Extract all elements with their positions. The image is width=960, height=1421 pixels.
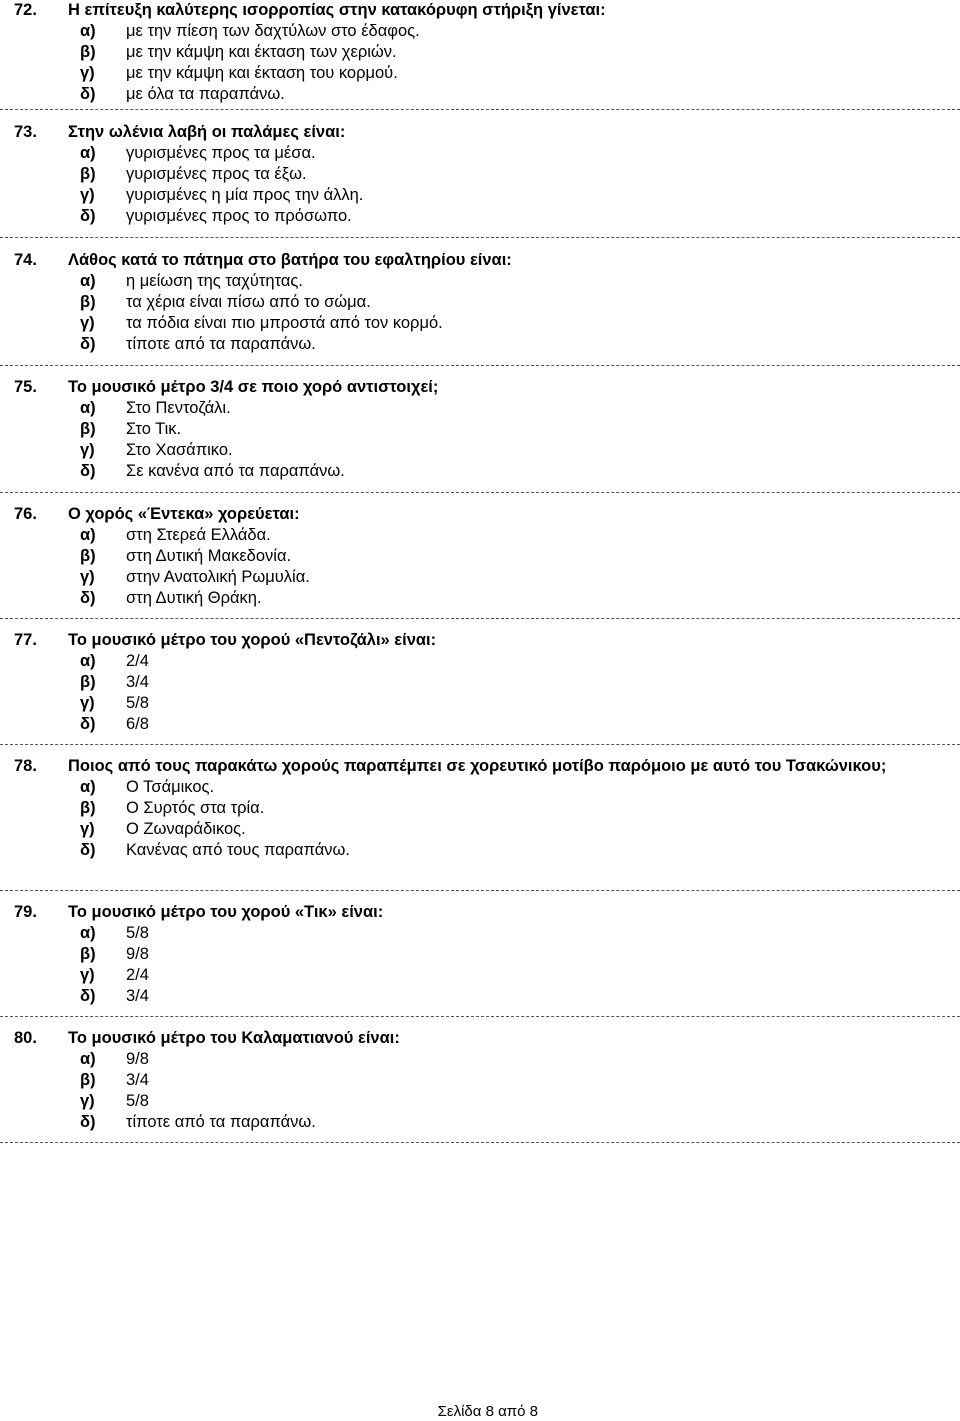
option-b	[0, 1070, 960, 1091]
page-footer	[0, 1403, 960, 1421]
option-letter: β)	[80, 1071, 96, 1089]
option-c	[0, 63, 960, 84]
option-text: 3/4	[126, 673, 149, 691]
option-letter: γ)	[80, 568, 95, 586]
option-text: 3/4	[126, 987, 149, 1005]
option-c	[0, 1091, 960, 1112]
option-c	[0, 693, 960, 714]
question-number: 78.	[14, 757, 37, 775]
option-letter: α)	[80, 1050, 96, 1068]
option-b	[0, 292, 960, 313]
option-text: τα χέρια είναι πίσω από το σώμα.	[126, 293, 371, 311]
option-a	[0, 143, 960, 164]
option-letter: γ)	[80, 820, 95, 838]
option-a	[0, 923, 960, 944]
option-text: με την πίεση των δαχτύλων στο έδαφος.	[126, 22, 420, 40]
option-letter: γ)	[80, 441, 95, 459]
option-text: 6/8	[126, 715, 149, 733]
option-a	[0, 21, 960, 42]
option-letter: γ)	[80, 314, 95, 332]
page-number-label: Σελίδα 8 από 8	[437, 1403, 538, 1420]
question-number: 74.	[14, 251, 37, 269]
option-d	[0, 1112, 960, 1133]
option-a	[0, 525, 960, 546]
question-text: Το μουσικό μέτρο του Καλαματιανού είναι:	[68, 1029, 400, 1047]
option-text: Σε κανένα από τα παραπάνω.	[126, 462, 345, 480]
option-c	[0, 185, 960, 206]
question-80	[0, 1017, 960, 1143]
option-text: με όλα τα παραπάνω.	[126, 85, 285, 103]
option-d	[0, 334, 960, 355]
option-d	[0, 461, 960, 482]
option-letter: β)	[80, 420, 96, 438]
option-c	[0, 313, 960, 334]
question-76	[0, 493, 960, 619]
question-number: 77.	[14, 631, 37, 649]
option-letter: α)	[80, 144, 96, 162]
option-letter: δ)	[80, 462, 96, 480]
option-c	[0, 567, 960, 588]
option-d	[0, 84, 960, 105]
option-b	[0, 672, 960, 693]
option-text: με την κάμψη και έκταση του κορμού.	[126, 64, 398, 82]
option-c	[0, 819, 960, 840]
option-text: 9/8	[126, 1050, 149, 1068]
option-letter: δ)	[80, 85, 96, 103]
option-a	[0, 651, 960, 672]
option-b	[0, 944, 960, 965]
question-number: 73.	[14, 123, 37, 141]
option-letter: β)	[80, 799, 96, 817]
option-text: 3/4	[126, 1071, 149, 1089]
option-letter: α)	[80, 652, 96, 670]
option-text: Στο Χασάπικο.	[126, 441, 233, 459]
option-letter: γ)	[80, 966, 95, 984]
question-number: 72.	[14, 1, 37, 19]
option-letter: β)	[80, 43, 96, 61]
option-text: τίποτε από τα παραπάνω.	[126, 335, 316, 353]
option-text: 2/4	[126, 652, 149, 670]
option-letter: α)	[80, 399, 96, 417]
option-text: Στο Πεντοζάλι.	[126, 399, 231, 417]
option-text: γυρισμένες προς τα μέσα.	[126, 144, 316, 162]
option-letter: α)	[80, 924, 96, 942]
option-text: η μείωση της ταχύτητας.	[126, 272, 303, 290]
option-c	[0, 440, 960, 461]
option-a	[0, 271, 960, 292]
option-d	[0, 206, 960, 227]
question-text: Το μουσικό μέτρο του χορού «Τικ» είναι:	[68, 903, 384, 921]
option-text: Κανένας από τους παραπάνω.	[126, 841, 350, 859]
option-letter: δ)	[80, 715, 96, 733]
question-text: Λάθος κατά το πάτημα στο βατήρα του εφαλτηρίου είναι:	[68, 251, 512, 269]
option-text: με την κάμψη και έκταση των χεριών.	[126, 43, 397, 61]
question-77	[0, 619, 960, 745]
option-letter: δ)	[80, 207, 96, 225]
option-letter: β)	[80, 547, 96, 565]
question-78	[0, 745, 960, 891]
option-letter: γ)	[80, 64, 95, 82]
option-letter: γ)	[80, 694, 95, 712]
option-text: Ο Ζωναράδικος.	[126, 820, 246, 838]
option-text: 5/8	[126, 1092, 149, 1110]
option-letter: β)	[80, 293, 96, 311]
option-a	[0, 1049, 960, 1070]
question-text: Το μουσικό μέτρο 3/4 σε ποιο χορό αντιστοιχεί;	[68, 378, 439, 396]
option-letter: γ)	[80, 186, 95, 204]
option-letter: δ)	[80, 841, 96, 859]
question-text: Το μουσικό μέτρο του χορού «Πεντοζάλι» είναι:	[68, 631, 437, 649]
question-73	[0, 110, 960, 238]
option-text: στη Δυτική Μακεδονία.	[126, 547, 292, 565]
option-d	[0, 714, 960, 735]
option-b	[0, 164, 960, 185]
option-text: γυρισμένες η μία προς την άλλη.	[126, 186, 364, 204]
question-text: Ποιος από τους παρακάτω χορούς παραπέμπει σε χορευτικό μοτίβο παρόμοιο με αυτό του Τσακώνικου;	[68, 757, 887, 775]
option-a	[0, 777, 960, 798]
option-b	[0, 798, 960, 819]
option-letter: β)	[80, 673, 96, 691]
option-letter: β)	[80, 165, 96, 183]
option-text: 5/8	[126, 694, 149, 712]
option-text: τίποτε από τα παραπάνω.	[126, 1113, 316, 1131]
option-text: Ο Συρτός στα τρία.	[126, 799, 265, 817]
option-letter: α)	[80, 272, 96, 290]
option-b	[0, 546, 960, 567]
option-letter: δ)	[80, 1113, 96, 1131]
option-text: στη Στερεά Ελλάδα.	[126, 526, 271, 544]
question-text: Η επίτευξη καλύτερης ισορροπίας στην κατακόρυφη στήριξη γίνεται:	[68, 1, 606, 19]
option-d	[0, 840, 960, 861]
option-text: 5/8	[126, 924, 149, 942]
option-b	[0, 42, 960, 63]
option-a	[0, 398, 960, 419]
question-text: Στην ωλένια λαβή οι παλάμες είναι:	[68, 123, 346, 141]
question-74	[0, 238, 960, 366]
option-b	[0, 419, 960, 440]
option-letter: α)	[80, 778, 96, 796]
option-text: τα πόδια είναι πιο μπροστά από τον κορμό.	[126, 314, 443, 332]
question-number: 80.	[14, 1029, 37, 1047]
option-d	[0, 986, 960, 1007]
option-text: 9/8	[126, 945, 149, 963]
option-text: στην Ανατολική Ρωμυλία.	[126, 568, 310, 586]
option-d	[0, 588, 960, 609]
question-text: Ο χορός «Έντεκα» χορεύεται:	[68, 505, 300, 523]
option-letter: α)	[80, 22, 96, 40]
option-letter: δ)	[80, 335, 96, 353]
option-letter: δ)	[80, 987, 96, 1005]
option-text: Στο Τικ.	[126, 420, 182, 438]
question-72	[0, 0, 960, 110]
option-text: 2/4	[126, 966, 149, 984]
question-number: 76.	[14, 505, 37, 523]
option-letter: γ)	[80, 1092, 95, 1110]
option-letter: α)	[80, 526, 96, 544]
option-text: στη Δυτική Θράκη.	[126, 589, 262, 607]
question-number: 75.	[14, 378, 37, 396]
option-text: Ο Τσάμικος.	[126, 778, 215, 796]
option-c	[0, 965, 960, 986]
option-text: γυρισμένες προς τα έξω.	[126, 165, 307, 183]
option-text: γυρισμένες προς το πρόσωπο.	[126, 207, 352, 225]
question-75	[0, 366, 960, 493]
question-79	[0, 891, 960, 1017]
question-number: 79.	[14, 903, 37, 921]
option-letter: δ)	[80, 589, 96, 607]
option-letter: β)	[80, 945, 96, 963]
